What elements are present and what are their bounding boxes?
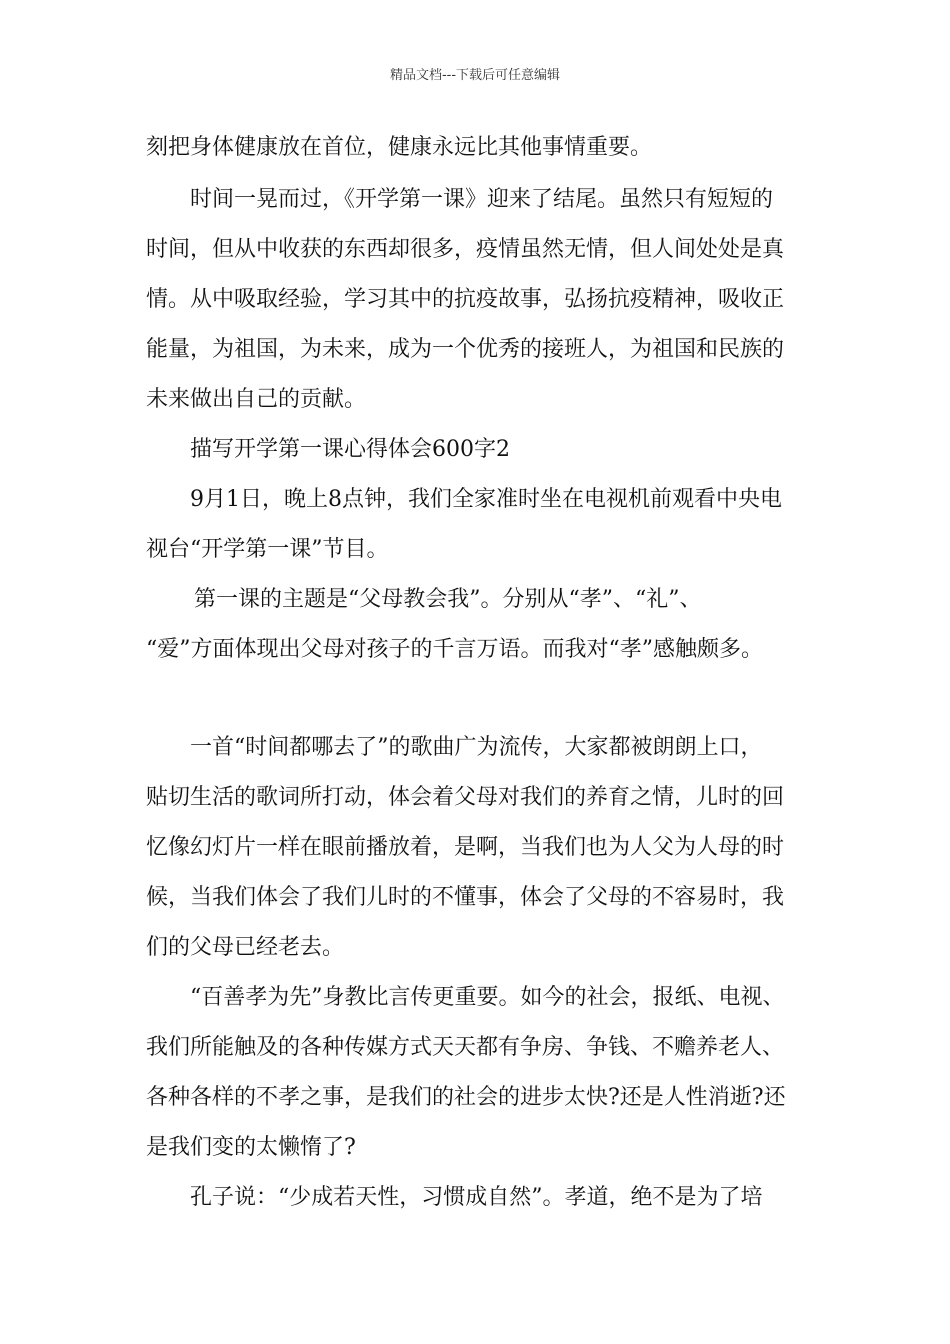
text-line: 时间，但从中收获的东西却很多，疫情虽然无情，但人间处处是真 [146, 237, 785, 262]
text-line: 一首“时间都哪去了”的歌曲广为流传，大家都被朗朗上口， [190, 735, 763, 760]
text-line: “百善孝为先”身教比言传更重要。如今的社会，报纸、电视、 [190, 985, 785, 1010]
text-line: 各种各样的不孝之事，是我们的社会的进步太快?还是人性消逝?还 [146, 1085, 786, 1110]
text-line: “爱”方面体现出父母对孩子的千言万语。而我对“孝”感触颇多。 [146, 637, 763, 662]
text-line: 未来做出自己的贡献。 [146, 387, 367, 412]
text-line: 9月1日，晚上8点钟，我们全家准时坐在电视机前观看中央电 [190, 487, 782, 512]
page-header: 精品文档---下载后可任意编辑 [389, 68, 561, 83]
text-line: 是我们变的太懒惰了? [146, 1135, 356, 1160]
text-line: 时间一晃而过，《开学第一课》迎来了结尾。虽然只有短短的 [190, 187, 774, 212]
text-line: 第一课的主题是“父母教会我”。分别从“孝”、“礼”、 [194, 587, 702, 612]
text-line: 们的父母已经老去。 [146, 935, 345, 960]
text-line: 情。从中吸取经验，学习其中的抗疫故事，弘扬抗疫精神，吸收正 [146, 287, 785, 312]
text-line: 孔子说：“少成若天性，习惯成自然”。孝道，绝不是为了培 [190, 1185, 763, 1210]
text-line: 能量，为祖国，为未来，成为一个优秀的接班人，为祖国和民族的 [146, 337, 785, 362]
text-line: 候，当我们体会了我们儿时的不懂事，体会了父母的不容易时，我 [146, 885, 785, 910]
text-line: 视台“开学第一课”节目。 [146, 537, 389, 562]
text-line: 我们所能触及的各种传媒方式天天都有争房、争钱、不赡养老人、 [146, 1035, 785, 1060]
section-heading: 描写开学第一课心得体会600字2 [190, 437, 510, 462]
text-line: 贴切生活的歌词所打动，体会着父母对我们的养育之情，儿时的回 [146, 785, 785, 810]
text-line: 刻把身体健康放在首位，健康永远比其他事情重要。 [146, 135, 653, 160]
text-line: 忆像幻灯片一样在眼前播放着，是啊，当我们也为人父为人母的时 [146, 835, 785, 860]
